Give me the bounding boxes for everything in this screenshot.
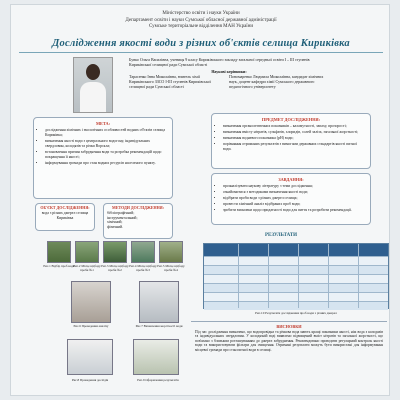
- table-divider: [238, 244, 239, 308]
- poster-header: [11, 11, 390, 31]
- aim-item: • дослідження хімічних і екологічних особливостей водних об'єктів селища Кириківка;: [45, 128, 167, 138]
- method-item: фізичний.: [107, 225, 124, 230]
- aim-item: • встановлення причин забруднення води та розробка рекомендацій щодо покращення її якості;: [45, 150, 167, 160]
- bottom-photo-1: [67, 339, 113, 375]
- authors-block: [129, 57, 329, 89]
- table-row: [204, 256, 388, 265]
- supervisor-1: Тарасенко Інна Миколаївна, вчитель хімії Кириківського ЗЗСО I-III ступенів Кириківської селищної ради Сумської області: [129, 74, 211, 89]
- poster-title: Дослідження якості води з різних об'єктів селища Кириківка: [52, 38, 350, 49]
- supervisors-heading: Наукові керівники:: [211, 69, 247, 74]
- table-row: [204, 265, 388, 274]
- aim-box: [33, 117, 173, 199]
- object-title: ОБ'ЄКТ ДОСЛІДЖЕННЯ:: [40, 205, 90, 210]
- table-divider: [268, 244, 269, 308]
- photo-caption: Рис.5 Місце відбору проби №4: [157, 264, 185, 272]
- conclusions-text: Під час дослідження визначено, що водопровідна та річкова вода мають кращі показники якості, ніж вода з колодязів та індивідуальних свердловин. У колодязній воді виявлено підвищений вміст нітратів та загальної жорсткості, що пов'язано з близьким розташуванням до джерел забруднення. Рекомендовано проводити регулярний контроль якості води та використовувати фільтри для очищення. Отримані результати можуть бути використані для інформування місцевої громади про стан питної води в селищі.: [195, 329, 383, 352]
- branch-line: Сумське територіальне відділення МАН України: [148, 24, 254, 29]
- field-photo-1: [47, 241, 71, 263]
- subject-item: • порівняння отриманих результатів з вимогами державних стандартів якості питної води.: [223, 142, 365, 152]
- methods-title: МЕТОДИ ДОСЛІДЖЕННЯ:: [112, 205, 164, 210]
- bottom-caption: Рис.9 Оформлення результатів: [137, 378, 179, 382]
- aim-item: • визначення якості води з центрального водогону, індивідуальних свердловин, колодязів та річки Ворскла;: [45, 139, 167, 149]
- bottom-caption: Рис.8 Проведення дослідів: [71, 378, 109, 382]
- field-photo-3: [103, 241, 127, 263]
- table-divider: [358, 244, 359, 308]
- results-table: [203, 243, 389, 309]
- table-row: [204, 274, 388, 283]
- subject-item: • визначення органолептичних показників – каламутності, запаху, прозорості;: [223, 124, 365, 129]
- method-item: бібліографічний;: [107, 210, 135, 215]
- lab-caption: Рис.6 Проведення аналізу: [73, 324, 109, 328]
- methods-box: [103, 203, 173, 239]
- task-item: • ознайомитися з методиками визначення якості води;: [223, 190, 365, 195]
- task-item: • провести хімічний аналіз відібраних проб води;: [223, 202, 365, 207]
- field-photo-4: [131, 241, 155, 263]
- aim-title: МЕТА:: [95, 121, 111, 126]
- task-item: • відібрати проби води з різних джерел селища;: [223, 196, 365, 201]
- table-row: [204, 301, 388, 310]
- method-item: хімічний;: [107, 220, 123, 225]
- subject-title: ПРЕДМЕТ ДОСЛІДЖЕННЯ:: [261, 117, 321, 122]
- object-text: вода з різних джерел селища Кириківка: [41, 210, 89, 220]
- ministry-line: Міністерство освіти і науки України: [162, 11, 240, 16]
- field-photo-5: [159, 241, 183, 263]
- field-photo-2: [75, 241, 99, 263]
- subject-item: • визначення водневого показника (рН) води;: [223, 136, 365, 141]
- subject-box: [211, 113, 371, 169]
- results-table-header: [204, 244, 388, 256]
- table-row: [204, 292, 388, 301]
- photo-body-shape: [80, 82, 106, 112]
- task-item: • проаналізувати наукову літературу з теми дослідження;: [223, 184, 365, 189]
- photo-caption: Рис.2 Місце відбору проби №1: [73, 264, 101, 272]
- lab-photo-2: [139, 281, 179, 323]
- photo-head-shape: [86, 64, 100, 80]
- bottom-photo-2: [133, 339, 179, 375]
- author-text: Бувко Ольга Василівна, учениця 9 класу Кириківського закладу загальної середньої освіти I – III ступенів Кириківської селищної ради Сумської області: [129, 57, 310, 67]
- photo-caption: Рис.4 Місце відбору проби №3: [129, 264, 157, 272]
- tasks-title: ЗАВДАННЯ:: [278, 177, 304, 182]
- aim-item: • інформування громади про стан водних ресурсів населеного пункту.: [45, 161, 167, 166]
- title-divider: [19, 52, 383, 53]
- author-photo: [73, 57, 113, 113]
- results-title: РЕЗУЛЬТАТИ: [264, 233, 298, 238]
- results-caption: Рис.10 Результати дослідження проб води з різних джерел: [255, 311, 337, 315]
- photo-caption: Рис.3 Місце відбору проби №2: [101, 264, 129, 272]
- supervisor-2: Пономаренко Людмила Миколаївна, кандидат хімічних наук, доцент кафедри хімії Сумського державного педагогічного університету: [229, 74, 324, 89]
- tasks-box: [211, 173, 371, 225]
- object-box: [35, 203, 95, 231]
- table-divider: [298, 244, 299, 308]
- lab-photo-1: [71, 281, 111, 323]
- conclusions-block: [191, 321, 387, 391]
- task-item: • зробити висновки щодо придатності води для пиття та розробити рекомендації.: [223, 208, 365, 213]
- photo-caption: Рис.1 Відбір проб води: [43, 264, 75, 268]
- table-divider: [328, 244, 329, 308]
- subject-item: • визначення вмісту нітратів, сульфатів, хлоридів, солей заліза, загальної жорсткості;: [223, 130, 365, 135]
- conclusions-title: ВИСНОВКИ: [276, 324, 302, 329]
- poster: [10, 4, 390, 396]
- lab-caption: Рис.7 Визначення жорсткості води: [135, 324, 183, 328]
- table-row: [204, 283, 388, 292]
- method-item: інструментальний;: [107, 215, 138, 220]
- department-line: Департамент освіти і науки Сумської обласної державної адміністрації: [125, 17, 277, 23]
